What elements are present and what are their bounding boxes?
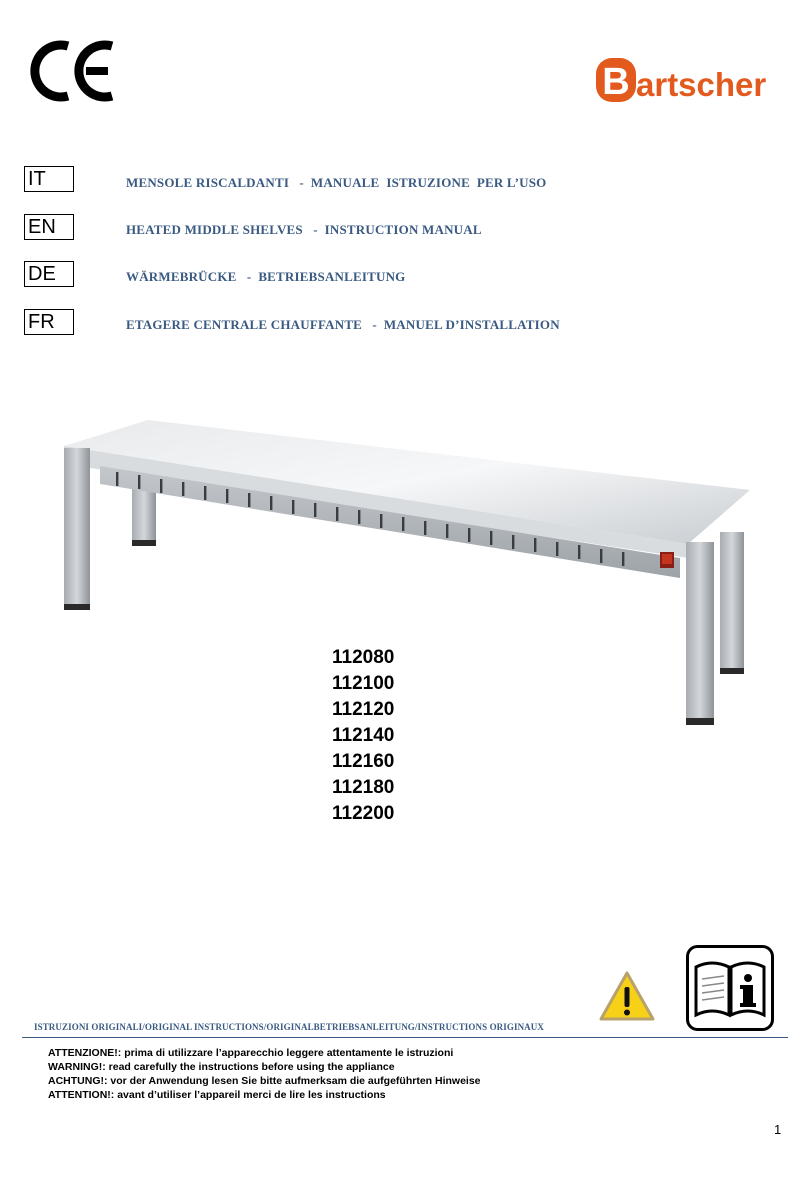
warning-line-de: ACHTUNG!: vor der Anwendung lesen Sie bitte aufmerksam die aufgeführten Hinweise xyxy=(48,1075,481,1087)
model-number: 112100 xyxy=(332,673,395,694)
svg-text:B: B xyxy=(602,61,630,103)
model-number: 112160 xyxy=(332,751,395,772)
brand-logo xyxy=(592,46,788,110)
ce-mark-logo xyxy=(28,38,120,104)
lang-code-it: IT xyxy=(24,166,74,192)
model-number: 112200 xyxy=(332,803,395,824)
model-number: 112180 xyxy=(332,777,395,798)
lang-code-de: DE xyxy=(24,261,74,287)
original-instructions-label: ISTRUZIONI ORIGINALI/ORIGINAL INSTRUCTIONS/ORIGINALBETRIEBSANLEITUNG/INSTRUCTIONS ORIGINAUX xyxy=(34,1022,544,1032)
model-number: 112080 xyxy=(332,647,395,668)
page-number: 1 xyxy=(774,1122,782,1137)
svg-text:artscher: artscher xyxy=(636,66,767,103)
divider xyxy=(22,1037,788,1038)
read-manual-icon xyxy=(686,945,774,1031)
warning-notes xyxy=(48,1046,768,1102)
lang-title-en: HEATED MIDDLE SHELVES - INSTRUCTION MANUAL xyxy=(126,222,482,237)
warning-line-en: WARNING!: read carefully the instructions before using the appliance xyxy=(48,1061,395,1073)
lang-title-fr: ETAGERE CENTRALE CHAUFFANTE - MANUEL D’INSTALLATION xyxy=(126,317,560,332)
lang-code-en: EN xyxy=(24,214,74,240)
model-number: 112140 xyxy=(332,725,395,746)
model-number: 112120 xyxy=(332,699,395,720)
warning-line-fr: ATTENTION!: avant d’utiliser l’appareil merci de lire les instructions xyxy=(48,1089,386,1101)
lang-code-fr: FR xyxy=(24,309,74,335)
lang-title-de: WÄRMEBRÜCKE - BETRIEBSANLEITUNG xyxy=(126,269,406,284)
lang-title-it: MENSOLE RISCALDANTI - MANUALE ISTRUZIONE PER L’USO xyxy=(126,175,547,190)
warning-line-it: ATTENZIONE!: prima di utilizzare l’apparecchio leggere attentamente le istruzioni xyxy=(48,1047,454,1059)
model-number-list xyxy=(332,645,452,827)
warning-triangle-icon xyxy=(598,970,656,1022)
